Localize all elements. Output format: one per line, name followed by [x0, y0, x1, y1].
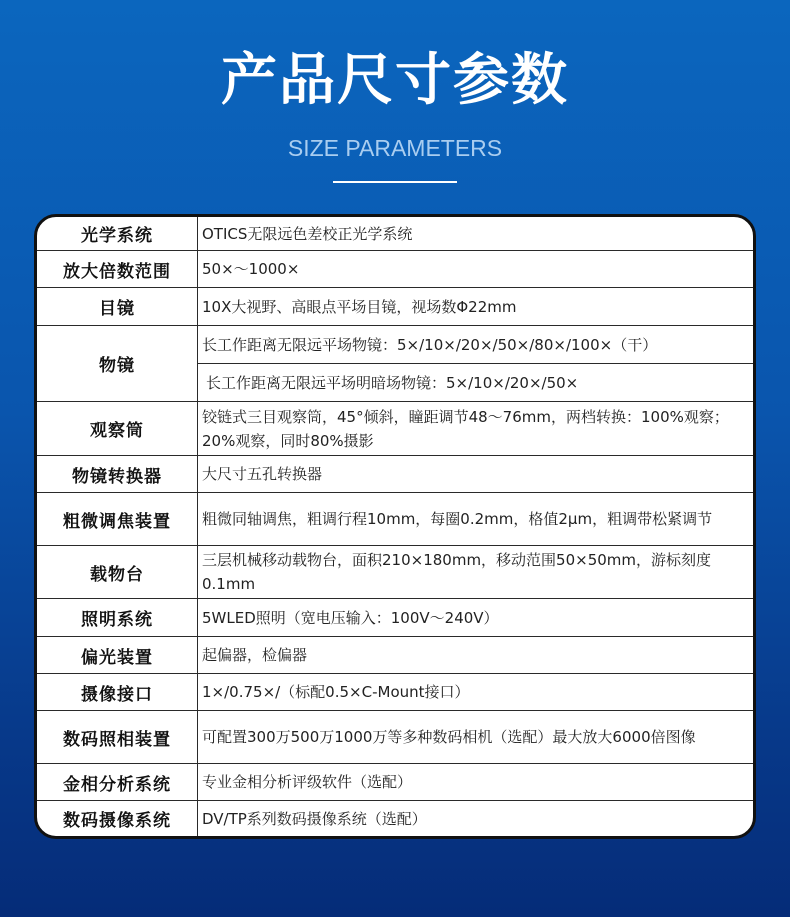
- spec-label: 照明系统: [37, 599, 198, 636]
- spec-value: 起偏器，检偏器: [202, 646, 308, 664]
- spec-label: 载物台: [37, 546, 198, 598]
- spec-values: [198, 402, 753, 455]
- spec-row-digital-video: [37, 801, 753, 836]
- spec-row-stage: [37, 546, 753, 599]
- spec-value: 长工作距离无限远平场明暗场物镜：5×/10×/20×/50×: [198, 363, 753, 401]
- spec-table: [34, 214, 756, 839]
- spec-value: 大尺寸五孔转换器: [202, 465, 323, 483]
- spec-label: 光学系统: [37, 217, 198, 250]
- spec-value: 50×～1000×: [202, 260, 300, 278]
- spec-values: [198, 251, 753, 287]
- spec-values: [198, 326, 753, 401]
- spec-row-focusing: [37, 493, 753, 546]
- spec-values: [198, 217, 753, 250]
- spec-values: [198, 546, 753, 598]
- spec-values: [198, 801, 753, 836]
- spec-value: 专业金相分析评级软件（选配）: [202, 773, 413, 791]
- spec-label: 观察筒: [37, 402, 198, 455]
- spec-label: 物镜转换器: [37, 456, 198, 492]
- title-underline: [333, 181, 457, 183]
- spec-values: [198, 493, 753, 545]
- spec-value: 粗微同轴调焦，粗调行程10mm，每圈0.2mm，格值2μm，粗调带松紧调节: [202, 510, 713, 528]
- spec-row-optical-system: [37, 217, 753, 251]
- spec-value: 可配置300万500万1000万等多种数码相机（选配）最大放大6000倍图像: [202, 728, 696, 746]
- spec-value: OTICS无限远色差校正光学系统: [202, 224, 413, 243]
- spec-label: 目镜: [37, 288, 198, 325]
- spec-row-objective: [37, 326, 753, 402]
- spec-row-polarizer: [37, 637, 753, 674]
- spec-value: 5WLED照明（宽电压输入：100V～240V）: [202, 608, 499, 627]
- spec-label: 放大倍数范围: [37, 251, 198, 287]
- spec-row-nosepiece: [37, 456, 753, 493]
- spec-row-eyepiece: [37, 288, 753, 326]
- spec-value: 三层机械移动载物台，面积210×180mm，移动范围50×50mm，游标刻度0.1mm: [202, 551, 712, 593]
- spec-values: [198, 711, 753, 763]
- spec-value: 10X大视野、高眼点平场目镜，视场数Φ22mm: [202, 297, 517, 316]
- spec-values: [198, 764, 753, 800]
- spec-value: 铰链式三目观察筒，45°倾斜，瞳距调节48～76mm，两档转换：100%观察；20%观察，同时80%摄影: [202, 407, 729, 450]
- spec-value: 1×/0.75×/（标配0.5×C-Mount接口）: [202, 683, 470, 701]
- spec-values: [198, 637, 753, 673]
- spec-label: 偏光装置: [37, 637, 198, 673]
- spec-label: 摄像接口: [37, 674, 198, 710]
- spec-row-viewing-tube: [37, 402, 753, 456]
- spec-row-magnification: [37, 251, 753, 288]
- spec-values: [198, 456, 753, 492]
- spec-label: 粗微调焦装置: [37, 493, 198, 545]
- spec-label: 数码摄像系统: [37, 801, 198, 836]
- spec-label: 数码照相装置: [37, 711, 198, 763]
- spec-row-digital-camera: [37, 711, 753, 764]
- spec-label: 物镜: [37, 326, 198, 401]
- spec-value: 长工作距离无限远平场物镜：5×/10×/20×/50×/80×/100×（干）: [202, 335, 658, 354]
- spec-row-metallographic-analysis: [37, 764, 753, 801]
- spec-value: DV/TP系列数码摄像系统（选配）: [202, 809, 427, 828]
- spec-values: [198, 288, 753, 325]
- spec-row-camera-interface: [37, 674, 753, 711]
- spec-row-illumination: [37, 599, 753, 637]
- spec-values: [198, 599, 753, 636]
- spec-values: [198, 674, 753, 710]
- page-subtitle: SIZE PARAMETERS: [287, 135, 503, 161]
- spec-label: 金相分析系统: [37, 764, 198, 800]
- page-title: 产品尺寸参数: [221, 48, 569, 113]
